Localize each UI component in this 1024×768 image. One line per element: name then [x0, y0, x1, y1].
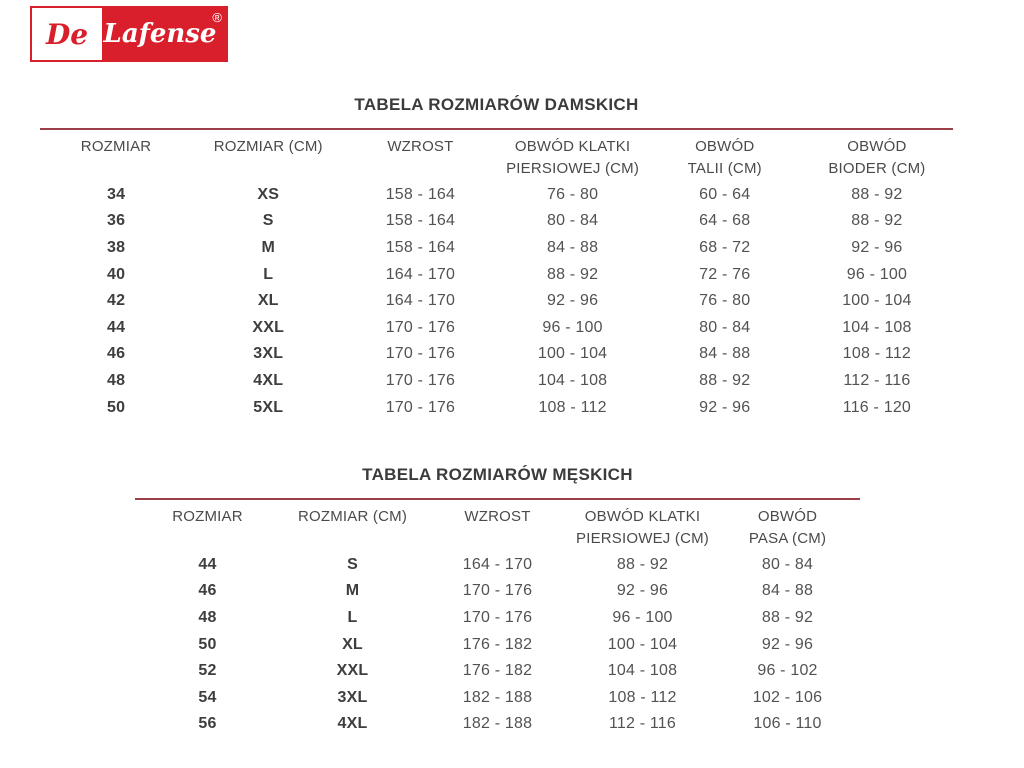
table-cell: 106 - 110	[753, 715, 822, 733]
table-cell: 108 - 112	[608, 688, 677, 706]
table-row	[40, 235, 953, 262]
table-cell: XS	[257, 185, 280, 203]
column-header: ROZMIAR (CM)	[213, 137, 323, 155]
table-cell: 104 - 108	[537, 372, 608, 390]
table-cell: XXL	[336, 662, 369, 680]
table-cell: 84 - 88	[699, 345, 751, 363]
table-cell: 46	[198, 582, 217, 600]
table-cell: 100 - 104	[537, 345, 608, 363]
table-cell: 92 - 96	[851, 239, 903, 257]
table-row	[135, 685, 860, 712]
womens-table-title: TABELA ROZMIARÓW DAMSKICH	[354, 95, 639, 114]
table-row	[40, 182, 953, 209]
table-row	[40, 261, 953, 288]
table-cell: 108 - 112	[538, 398, 607, 416]
table-cell: 112 - 116	[608, 715, 677, 733]
table-cell: 4XL	[337, 715, 368, 733]
table-cell: 158 - 164	[385, 239, 456, 257]
table-cell: 88 - 92	[761, 609, 814, 627]
table-cell: 182 - 188	[462, 688, 533, 706]
table-row	[40, 394, 953, 421]
table-cell: XL	[257, 292, 279, 310]
table-cell: 92 - 96	[761, 635, 814, 653]
table-row	[135, 711, 860, 738]
table-cell: 44	[106, 318, 126, 336]
mens-table-title: TABELA ROZMIARÓW MĘSKICH	[362, 465, 633, 484]
table-cell: 46	[106, 345, 126, 363]
table-cell: 52	[198, 662, 217, 680]
logo-lafense-text: Lafense	[103, 19, 217, 49]
table-cell: 158 - 164	[385, 212, 456, 230]
table-cell: XXL	[252, 318, 285, 336]
table-cell: 88 - 92	[851, 212, 903, 230]
column-header: OBWÓD TALII (CM)	[687, 137, 762, 177]
womens-size-table-section	[40, 88, 953, 421]
column-header: OBWÓD BIODER (CM)	[828, 137, 926, 177]
table-body	[135, 552, 860, 738]
table-cell: 60 - 64	[699, 185, 751, 203]
table-cell: 76 - 80	[699, 292, 751, 310]
column-header: WZROST	[464, 507, 531, 525]
table-cell: 44	[198, 555, 217, 573]
column-header: OBWÓD KLATKI PIERSIOWEJ (CM)	[506, 137, 640, 177]
table-cell: 38	[106, 239, 126, 257]
table-row	[135, 631, 860, 658]
table-cell: 104 - 108	[607, 662, 678, 680]
table-cell: 3XL	[253, 345, 284, 363]
table-cell: 88 - 92	[699, 372, 751, 390]
table-cell: 76 - 80	[546, 185, 599, 203]
table-cell: M	[261, 239, 275, 257]
table-cell: 92 - 96	[616, 582, 669, 600]
table-cell: 108 - 112	[842, 345, 912, 363]
table-cell: 48	[106, 372, 126, 390]
divider-line	[40, 128, 953, 130]
table-cell: 100 - 104	[842, 292, 912, 310]
table-cell: 80 - 84	[699, 318, 751, 336]
mens-size-table-section	[135, 458, 860, 738]
table-cell: 164 - 170	[462, 555, 533, 573]
table-cell: 182 - 188	[462, 715, 533, 733]
table-cell: 5XL	[253, 398, 284, 416]
table-cell: 50	[106, 398, 126, 416]
table-header-row	[135, 506, 860, 550]
table-cell: 102 - 106	[752, 688, 823, 706]
table-header-row	[40, 136, 953, 180]
table-cell: 112 - 116	[843, 372, 911, 390]
logo-de-script: De	[32, 8, 102, 60]
table-cell: 116 - 120	[842, 398, 912, 416]
table-row	[40, 315, 953, 342]
column-header: ROZMIAR (CM)	[297, 507, 408, 525]
table-cell: 170 - 176	[385, 345, 456, 363]
table-cell: 36	[106, 212, 126, 230]
column-header: WZROST	[387, 137, 454, 155]
table-cell: L	[347, 609, 358, 627]
table-cell: 170 - 176	[462, 582, 533, 600]
table-cell: 88 - 92	[616, 555, 669, 573]
table-row	[40, 368, 953, 395]
table-cell: 88 - 92	[546, 265, 599, 283]
table-cell: 48	[198, 609, 217, 627]
table-cell: M	[345, 582, 360, 600]
table-cell: 170 - 176	[385, 398, 456, 416]
table-cell: 50	[198, 635, 217, 653]
table-cell: 100 - 104	[607, 635, 678, 653]
table-cell: 104 - 108	[842, 318, 912, 336]
table-cell: 96 - 100	[846, 265, 908, 283]
table-cell: S	[347, 555, 358, 573]
table-cell: S	[262, 212, 274, 230]
table-cell: 56	[198, 715, 217, 733]
table-cell: 34	[106, 185, 126, 203]
table-cell: 164 - 170	[385, 265, 456, 283]
table-cell: 92 - 96	[699, 398, 751, 416]
table-cell: 72 - 76	[699, 265, 751, 283]
table-cell: 80 - 84	[546, 212, 599, 230]
table-cell: 96 - 100	[542, 318, 603, 336]
table-cell: 84 - 88	[761, 582, 814, 600]
table-cell: 170 - 176	[385, 318, 456, 336]
table-cell: 80 - 84	[761, 555, 814, 573]
table-cell: 64 - 68	[699, 212, 751, 230]
brand-logo	[30, 6, 228, 62]
table-cell: 176 - 182	[462, 662, 533, 680]
table-row	[135, 578, 860, 605]
table-row	[135, 552, 860, 579]
table-row	[40, 208, 953, 235]
table-cell: 54	[198, 688, 217, 706]
table-cell: 176 - 182	[462, 635, 533, 653]
registered-trademark-icon: ®	[212, 10, 222, 25]
table-row	[40, 341, 953, 368]
column-header: ROZMIAR	[80, 137, 152, 155]
table-cell: 42	[106, 292, 126, 310]
logo-lafense-script	[102, 8, 226, 60]
table-body	[40, 182, 953, 421]
table-cell: 170 - 176	[385, 372, 456, 390]
column-header: ROZMIAR	[172, 507, 243, 525]
table-cell: 158 - 164	[385, 185, 456, 203]
table-cell: L	[263, 265, 274, 283]
table-row	[40, 288, 953, 315]
column-header: OBWÓD KLATKI PIERSIOWEJ (CM)	[576, 507, 709, 547]
column-header: OBWÓD PASA (CM)	[748, 507, 827, 547]
table-cell: 170 - 176	[462, 609, 533, 627]
table-cell: 4XL	[253, 372, 284, 390]
table-cell: 3XL	[337, 688, 368, 706]
table-row	[135, 605, 860, 632]
table-cell: 88 - 92	[851, 185, 903, 203]
table-cell: 84 - 88	[546, 239, 599, 257]
divider-line	[135, 498, 860, 500]
table-cell: 40	[106, 265, 126, 283]
table-cell: 164 - 170	[385, 292, 456, 310]
table-cell: 68 - 72	[699, 239, 751, 257]
table-row	[135, 658, 860, 685]
table-cell: 96 - 102	[757, 662, 818, 680]
table-cell: XL	[342, 635, 363, 653]
table-cell: 92 - 96	[546, 292, 599, 310]
table-cell: 96 - 100	[612, 609, 673, 627]
